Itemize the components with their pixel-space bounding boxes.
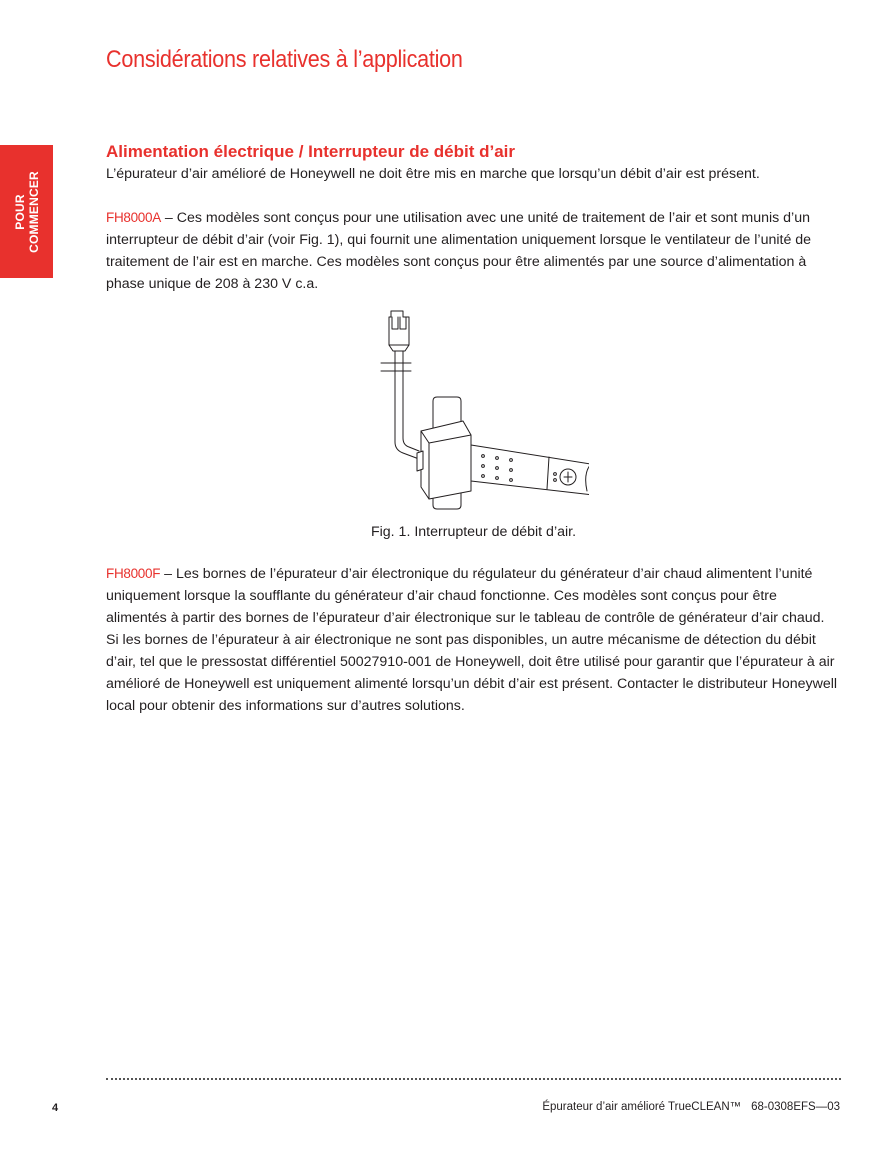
fh8000a-text: – Ces modèles sont conçus pour une utilisation avec une unité de traitement de l’air et sont munis d’un interrupteur de débit d’air (voir Fig. 1), qui fournit une alimentation uniquement lorsque le ventilateur de l’unité de traitement de l’air est en marche. Ces modèles sont conçus pour être alimentés par une source d’alimentation à phase unique de 208 à 230 V c.a.: [106, 210, 812, 292]
section-heading: Alimentation électrique / Interrupteur de débit d’air: [106, 142, 516, 161]
section-tab-label: [13, 171, 41, 253]
model-code-fh8000a: FH8000A: [106, 210, 161, 225]
page-number: 4: [52, 1102, 59, 1114]
footer-product-name: Épurateur d’air amélioré TrueCLEAN™: [542, 1101, 742, 1113]
fh8000a-paragraph: [106, 207, 841, 295]
airflow-switch-illustration: [359, 305, 589, 517]
fh8000f-text: – Les bornes de l’épurateur d’air électronique du régulateur du générateur d’air chaud alimentent l’unité uniquement lorsque la soufflante du générateur d’air chaud fonctionne. Ces modèles sont conçus pour être alimentés à partir des bornes de l’épurateur d’air électronique sur le tableau de contrôle de générateur d’air chaud. Si les bornes de l’épurateur à air électronique ne sont pas disponibles, un autre mécanisme de détection du débit d’air, tel que le pressostat différentiel 50027910-001 de Honeywell, doit être utilisé pour garantir que l’épurateur à air amélioré de Honeywell est uniquement alimenté lorsqu’un débit d’air est présent. Contacter le distributeur Honeywell local pour obtenir des informations sur d’autres solutions.: [106, 566, 838, 714]
intro-paragraph: L’épurateur d’air amélioré de Honeywell ne doit être mis en marche que lorsqu’un débit d’air est présent.: [106, 166, 760, 182]
footer-document-info: [542, 1101, 840, 1113]
footer-divider: [106, 1078, 841, 1080]
figure-caption: Fig. 1. Interrupteur de débit d’air.: [370, 524, 577, 540]
footer-doc-id: 68-0308EFS—03: [751, 1101, 840, 1113]
section-tab: [0, 145, 53, 278]
model-code-fh8000f: FH8000F: [106, 566, 161, 581]
section-tab-line-2: COMMENCER: [26, 170, 41, 253]
page-title: Considérations relatives à l’application: [106, 46, 463, 73]
fh8000f-paragraph: [106, 563, 841, 717]
main-content: [106, 141, 841, 717]
figure-1: [106, 305, 841, 541]
section-tab-line-1: POUR: [12, 193, 27, 230]
